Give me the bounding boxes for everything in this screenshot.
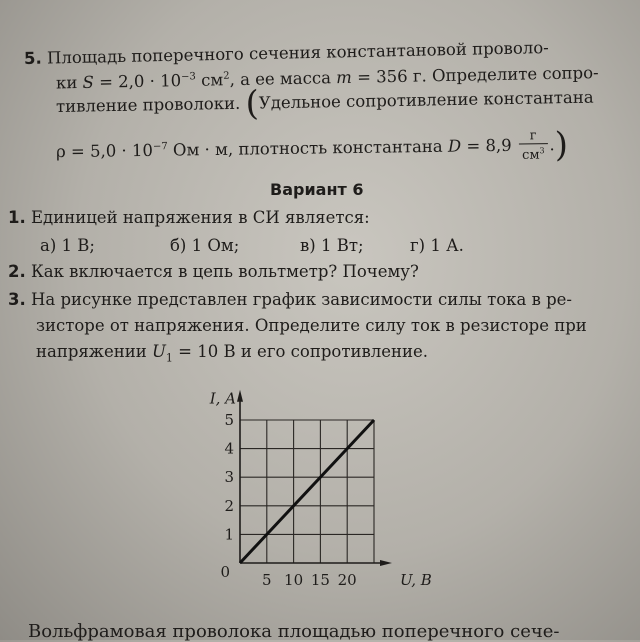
exponent: 3	[539, 146, 545, 156]
x-axis-arrow	[380, 560, 392, 566]
q3-line2: зисторе от напряжения. Определите силу ток в резисторе при	[36, 316, 587, 335]
q1-text: Единицей напряжения в СИ является:	[31, 208, 370, 227]
q1-opt-b: б) 1 Ом;	[170, 236, 240, 255]
frac-numerator: г	[519, 129, 548, 144]
task5-text: , а ее масса	[229, 68, 337, 90]
var-m: m	[336, 67, 353, 88]
task5-text: ки	[55, 72, 83, 93]
paren-open: (	[245, 83, 260, 124]
q1-opt-a: а) 1 В;	[40, 236, 95, 255]
y-tick-label: 2	[224, 496, 234, 515]
x-tick-label: 10	[284, 571, 304, 589]
task5-text: = 356 г. Определите сопро-	[351, 63, 599, 87]
y-axis-arrow	[237, 390, 243, 402]
task5-text: = 2,0 · 10	[93, 71, 182, 92]
q3-number: 3.	[8, 290, 26, 309]
y-tick-label: 3	[224, 468, 234, 487]
task5-number: 5.	[23, 48, 42, 68]
var-s: S	[82, 72, 95, 92]
q3-text: = 10 В и его сопротивление.	[172, 342, 428, 361]
unit-cm: см	[522, 147, 540, 163]
q1-opt-d: г) 1 А.	[410, 236, 464, 255]
variant-title: Вариант 6	[270, 180, 364, 199]
x-tick-label: 5	[262, 571, 272, 589]
y-tick-label: 4	[224, 439, 234, 458]
y-axis-label: I, A	[209, 389, 236, 408]
q1-opt-c: в) 1 Вт;	[300, 236, 364, 255]
q3-text: На рисунке представлен график зависимости силы тока в ре-	[31, 290, 573, 309]
var-u: U	[151, 342, 166, 361]
task5-text: см	[195, 70, 224, 90]
exponent: 2	[223, 70, 230, 82]
exponent: −7	[152, 141, 168, 153]
task5-text: Удельное сопротивление константана	[258, 87, 594, 113]
task5-text: тивление проволоки.	[55, 93, 241, 116]
q1-number: 1.	[8, 208, 26, 227]
task5-text-line1: Площадь поперечного сечения константановой проволо-	[46, 38, 549, 68]
x-axis-label: U, В	[400, 571, 432, 589]
q2-number: 2.	[8, 262, 26, 281]
task5-text: ρ = 5,0 · 10	[55, 140, 154, 162]
origin-label: 0	[220, 563, 230, 581]
exponent: −3	[181, 71, 196, 83]
x-tick-label: 15	[310, 571, 330, 589]
task5-text: .	[549, 135, 555, 155]
subscript: 1	[165, 351, 173, 365]
task5-text: Ом · м, плотность константана	[167, 136, 449, 160]
paren-close: )	[554, 125, 569, 166]
next-task-text: Вольфрамовая проволока площадью поперечного сече-	[28, 621, 560, 642]
q3-text: напряжении	[36, 342, 152, 361]
x-tick-label: 20	[337, 571, 357, 589]
q2-text: Как включается в цепь вольтметр? Почему?	[31, 262, 419, 281]
y-tick-label: 1	[224, 525, 234, 544]
series-line	[240, 420, 374, 563]
y-tick-label: 5	[224, 411, 234, 429]
task5-text: = 8,9	[461, 135, 512, 156]
var-d: D	[447, 136, 462, 156]
